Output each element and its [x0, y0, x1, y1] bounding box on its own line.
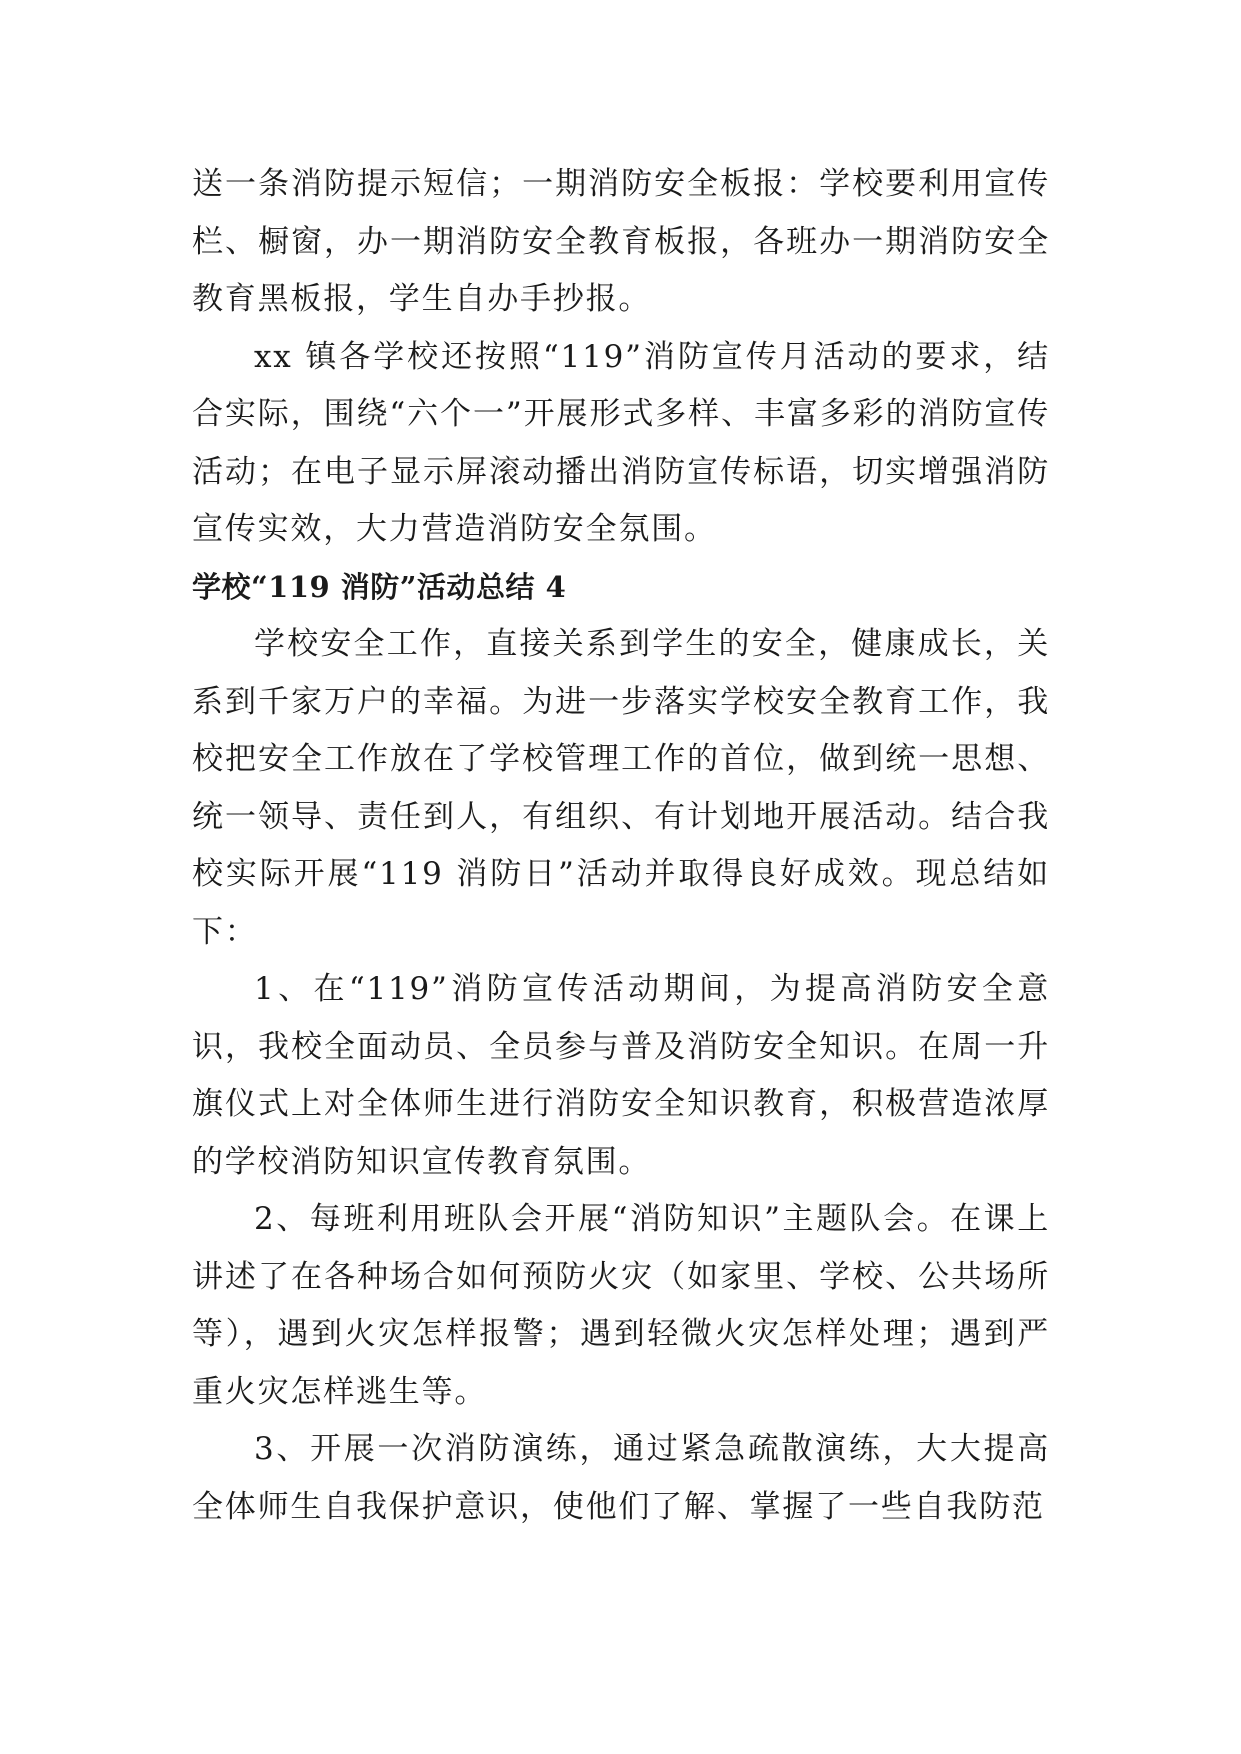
document-body — [192, 156, 1050, 1536]
paragraph-intro: 学校安全工作，直接关系到学生的安全，健康成长，关系到千家万户的幸福。为进一步落实学校安全教育工作，我校把安全工作放在了学校管理工作的首位，做到统一思想、统一领导、责任到人，有组织、有计划地开展活动。结合我校实际开展“119 消防日”活动并取得良好成效。现总结如下： — [192, 626, 1050, 950]
paragraph-item-2: 2、每班利用班队会开展“消防知识”主题队会。在课上讲述了在各种场合如何预防火灾（如家里、学校、公共场所等），遇到火灾怎样报警；遇到轻微火灾怎样处理；遇到严重火灾怎样逃生等。 — [192, 1201, 1050, 1410]
paragraph-continuation: 送一条消防提示短信；一期消防安全板报：学校要利用宣传栏、橱窗，办一期消防安全教育板报，各班办一期消防安全教育黑板报，学生自办手抄报。 — [192, 166, 1050, 317]
paragraph-town-schools: xx 镇各学校还按照“119”消防宣传月活动的要求，结合实际，围绕“六个一”开展形式多样、丰富多彩的消防宣传活动；在电子显示屏滚动播出消防宣传标语，切实增强消防宣传实效，大力营造消防安全氛围。 — [192, 338, 1050, 547]
paragraph-item-1: 1、在“119”消防宣传活动期间，为提高消防安全意识，我校全面动员、全员参与普及消防安全知识。在周一升旗仪式上对全体师生进行消防安全知识教育，积极营造浓厚的学校消防知识宣传教育氛围。 — [192, 971, 1050, 1180]
paragraph-item-3: 3、开展一次消防演练，通过紧急疏散演练，大大提高全体师生自我保护意识，使他们了解、掌握了一些自我防范 — [192, 1431, 1050, 1525]
section-heading: 学校“119 消防”活动总结 4 — [192, 569, 567, 604]
